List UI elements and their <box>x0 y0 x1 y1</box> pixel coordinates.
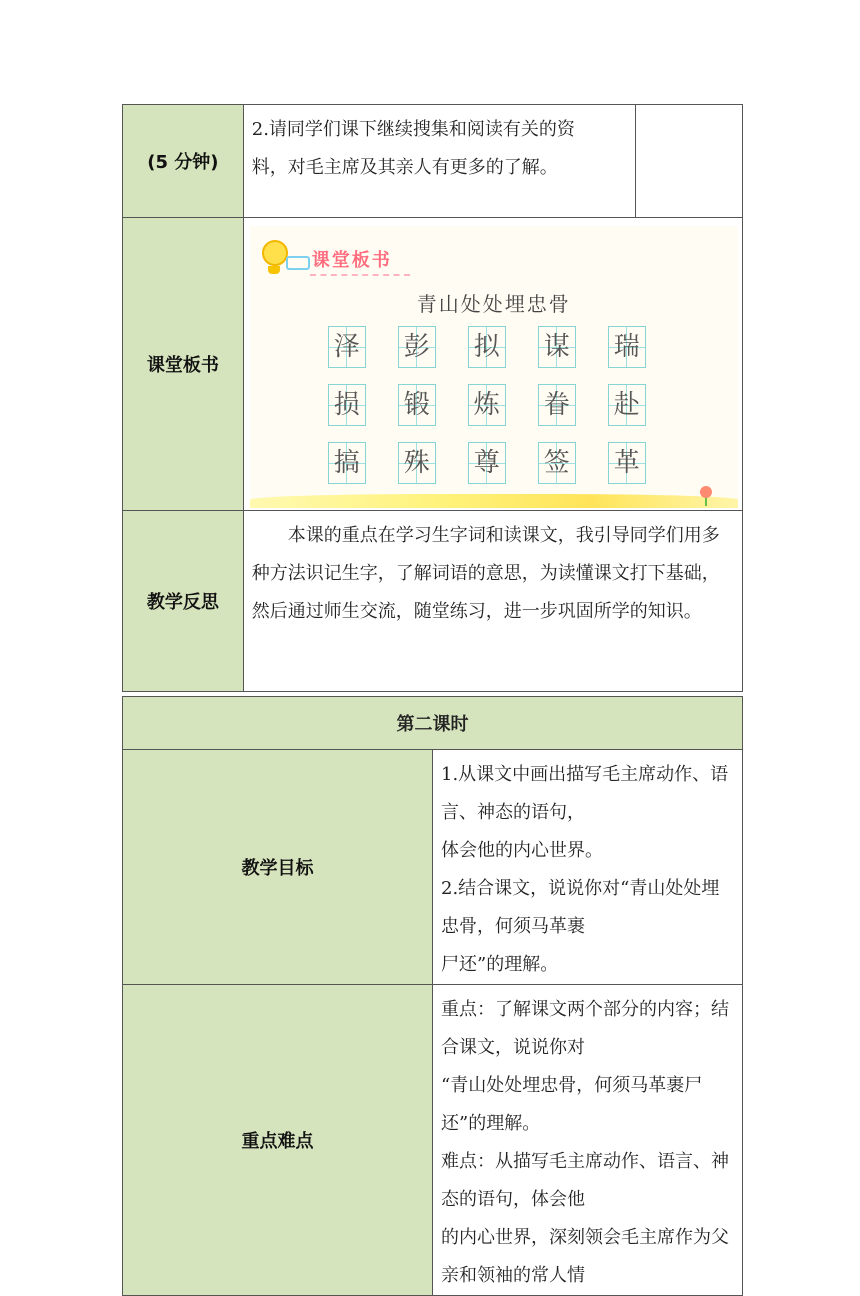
objectives-label: 教学目标 <box>241 858 314 879</box>
character-cell: 尊 <box>468 442 506 484</box>
empty-cell <box>636 105 743 218</box>
objective-line: 1.从课文中画出描写毛主席动作、语言、神态的语句， <box>441 764 729 823</box>
homework-line-1: 2.请同学们课下继续搜集和阅读有关的资 <box>251 119 575 140</box>
lesson-table-top <box>122 104 743 692</box>
character-cell: 炼 <box>468 384 506 426</box>
second-lesson-header <box>123 697 743 750</box>
heading-underline <box>310 274 410 276</box>
character-cell: 彭 <box>398 326 436 368</box>
character-cell: 赴 <box>608 384 646 426</box>
board-heading: 课堂板书 <box>311 250 392 271</box>
flower-icon <box>700 486 712 498</box>
character-cell: 拟 <box>468 326 506 368</box>
keypoint-line: 重点：了解课文两个部分的内容；结合课文，说说你对 <box>441 999 729 1058</box>
reflection-label: 教学反思 <box>146 592 219 613</box>
tag-icon <box>286 256 310 270</box>
keypoint-line: 难点：从描写毛主席动作、语言、神态的语句，体会他 <box>441 1151 729 1210</box>
second-lesson-title: 第二课时 <box>396 714 469 735</box>
objective-line: 体会他的内心世界。 <box>441 840 603 861</box>
keypoint-line: 的内心世界，深刻领会毛主席作为父亲和领袖的常人情 <box>441 1227 729 1286</box>
time-label: (5 分钟) <box>147 152 219 173</box>
homework-cell <box>243 105 636 218</box>
reflection-text: 本课的重点在学习生字词和读课文，我引导同学们用多种方法识记生字，了解词语的意思，为读懂课文打下基础，然后通过师生交流，随堂练习，进一步巩固所学的知识。 <box>251 525 720 622</box>
lightbulb-base-icon <box>268 266 280 274</box>
character-cell: 锻 <box>398 384 436 426</box>
blackboard-image <box>250 226 738 508</box>
board-cell <box>243 218 742 511</box>
character-cell: 瑞 <box>608 326 646 368</box>
keypoints-cell <box>433 985 743 1296</box>
character-cell: 搞 <box>328 442 366 484</box>
objective-line: 尸还”的理解。 <box>441 954 559 975</box>
character-cell: 签 <box>538 442 576 484</box>
keypoints-label-cell <box>123 985 433 1296</box>
objective-line: 2.结合课文，说说你对“青山处处埋忠骨，何须马革裹 <box>441 878 720 937</box>
objectives-label-cell <box>123 750 433 985</box>
character-cell: 泽 <box>328 326 366 368</box>
homework-line-2: 料，对毛主席及其亲人有更多的了解。 <box>251 157 558 178</box>
lesson-title: 青山处处埋忠骨 <box>416 292 571 316</box>
lesson-table-second <box>122 696 743 1296</box>
character-cell: 损 <box>328 384 366 426</box>
ground-decoration <box>250 494 738 508</box>
time-label-cell <box>123 105 244 218</box>
board-label: 课堂板书 <box>146 355 219 376</box>
character-cell: 革 <box>608 442 646 484</box>
character-cell: 谋 <box>538 326 576 368</box>
lightbulb-icon <box>262 240 288 266</box>
board-label-cell <box>123 218 244 511</box>
objectives-cell <box>433 750 743 985</box>
keypoints-label: 重点难点 <box>241 1131 314 1152</box>
keypoint-line: “青山处处埋忠骨，何须马革裹尸还”的理解。 <box>441 1075 703 1134</box>
character-cell: 眷 <box>538 384 576 426</box>
reflection-cell <box>243 511 742 692</box>
reflection-label-cell <box>123 511 244 692</box>
character-cell: 殊 <box>398 442 436 484</box>
